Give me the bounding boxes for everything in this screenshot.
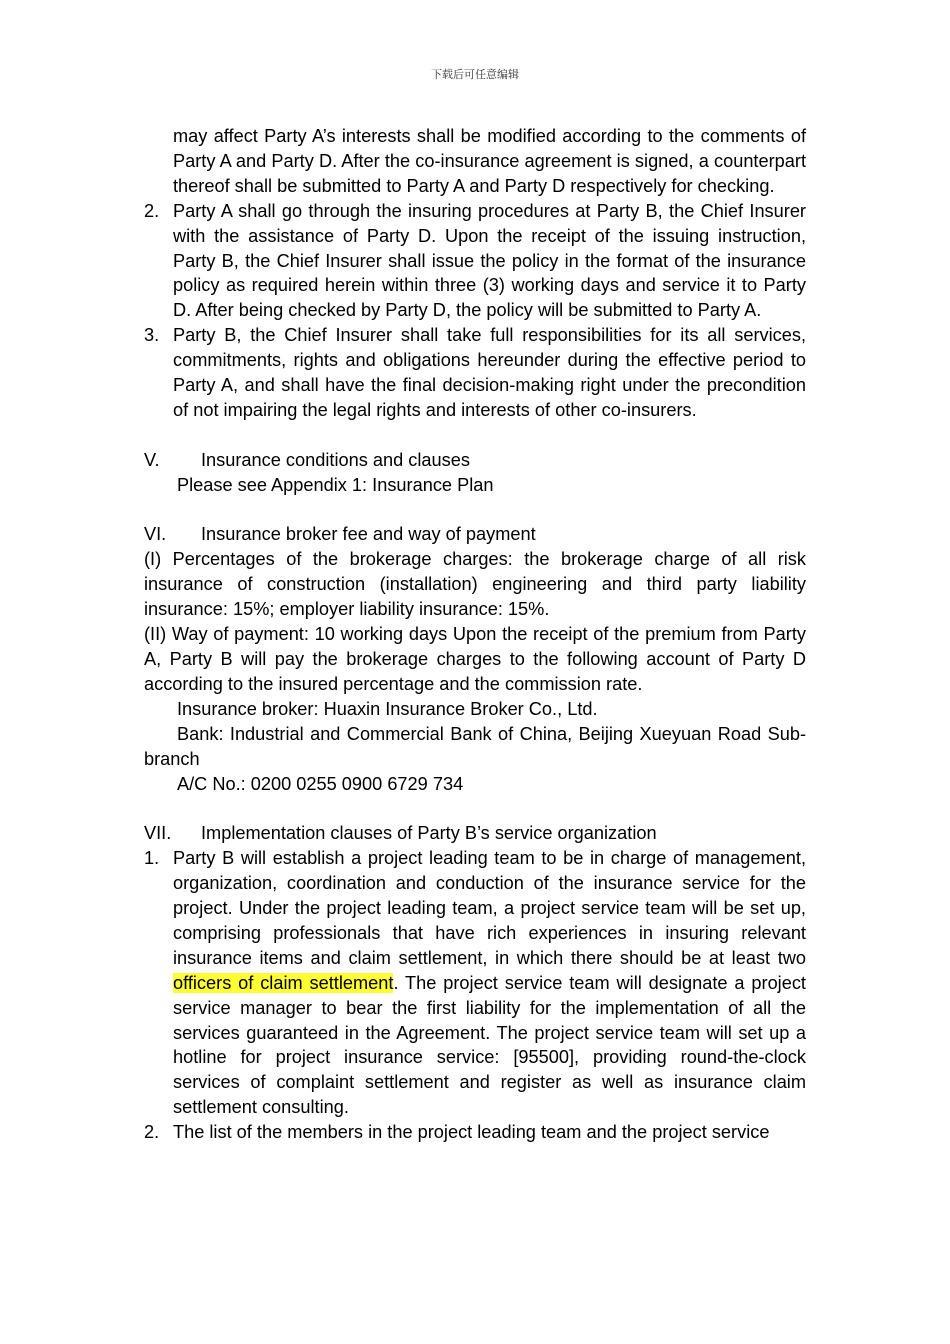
list-item-text-end: . The project service team will designate a project service manager to bear the first liability for the implementation of all the services guaranteed in the Agreement. The project service team will set up a hotline for project insurance service: [95500], providing round-the-clock services of complaint settlement and register as well as insurance claim settlement consulting.	[173, 972, 806, 1118]
section-heading-vi	[144, 522, 806, 547]
insurance-broker-line: Insurance broker: Huaxin Insurance Broker Co., Ltd.	[177, 698, 598, 719]
list-item-2b	[144, 1120, 806, 1145]
brokerage-percentages-paragraph: (I) Percentages of the brokerage charges: the brokerage charge of all risk insurance of construction (installation) engineering and third party liability insurance: 15%; employer liability insurance: 15%.	[144, 549, 806, 620]
section-heading-v	[144, 448, 806, 473]
list-number: 1.	[144, 848, 160, 869]
list-item-text: Party A shall go through the insuring procedures at Party B, the Chief Insurer with the assistance of Party D. Upon the receipt of the issuing instruction, Party B, the Chief Insurer shall issue the policy in the format of the insurance policy as required herein within three (3) working days and service it to Party D. After being checked by Party D, the policy will be submitted to Party A.	[173, 200, 806, 321]
section-number: VI.	[144, 524, 167, 545]
list-number: 3.	[144, 325, 160, 346]
list-item-text-start: Party B will establish a project leading team to be in charge of management, organization, coordination and conduction of the insurance service for the project. Under the project leading team, a project service team will be set up, comprising professionals that have rich experiences in insuring relevant insurance items and claim settlement, in which there should be at least two	[173, 848, 806, 968]
list-item-text: The list of the members in the project leading team and the project service	[173, 1122, 770, 1143]
highlighted-text: officers of claim settlement	[173, 972, 394, 993]
list-item-2	[144, 199, 806, 324]
section-number: VII.	[144, 823, 172, 844]
page-header: 下载后可任意编辑	[431, 68, 519, 81]
list-item-text: Party B, the Chief Insurer shall take full responsibilities for its all services, commitments, rights and obligations hereunder during the effective period to Party A, and shall have the final decision-making right under the precondition of not impairing the legal rights and interests of other co-insurers.	[173, 325, 806, 420]
list-number: 2.	[144, 200, 160, 221]
list-item-1	[144, 846, 806, 1120]
section-v-body: Please see Appendix 1: Insurance Plan	[177, 474, 494, 495]
list-item-3	[144, 323, 806, 423]
section-title: Insurance broker fee and way of payment	[201, 524, 536, 545]
document-body	[144, 124, 806, 1145]
section-heading-vii	[144, 821, 806, 846]
section-title: Implementation clauses of Party B’s service organization	[201, 823, 657, 844]
bank-line: Bank: Industrial and Commercial Bank of China, Beijing Xueyuan Road Sub-branch	[144, 723, 806, 769]
list-number: 2.	[144, 1122, 160, 1143]
account-number-line: A/C No.: 0200 0255 0900 6729 734	[177, 773, 464, 794]
payment-way-paragraph: (II) Way of payment: 10 working days Upon the receipt of the premium from Party A, Party B will pay the brokerage charges to the following account of Party D according to the insured percentage and the commission rate.	[144, 624, 806, 694]
list-item-continuation: may affect Party A’s interests shall be modified according to the comments of Party A and Party D. After the co-insurance agreement is signed, a counterpart thereof shall be submitted to Party A and Party D respectively for checking.	[173, 126, 806, 196]
section-number: V.	[144, 449, 160, 470]
section-title: Insurance conditions and clauses	[201, 449, 470, 470]
